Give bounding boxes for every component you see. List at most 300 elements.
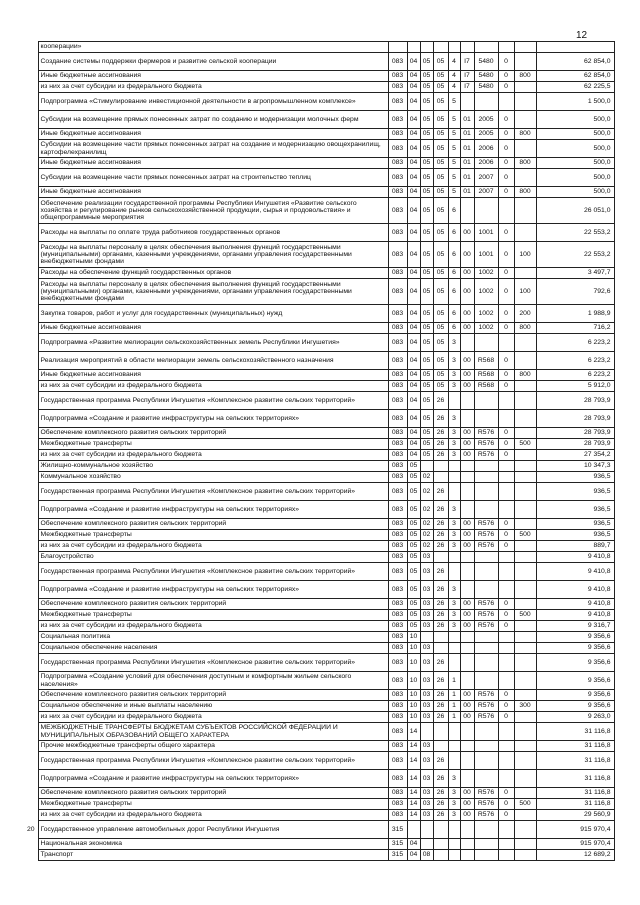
row-sum: 27 354,2 xyxy=(536,450,614,461)
row-sum: 915 970,4 xyxy=(536,821,614,839)
code-cs4: R576 xyxy=(474,439,498,450)
code-cs5: 0 xyxy=(498,450,514,461)
code-vr xyxy=(514,563,536,581)
code-cs5: 0 xyxy=(498,224,514,242)
code-ved: 083 xyxy=(388,799,407,810)
code-cs1: 05 xyxy=(433,305,448,323)
row-number xyxy=(24,541,38,552)
code-pr: 05 xyxy=(420,198,433,224)
code-rz: 04 xyxy=(407,450,420,461)
code-cs4: 1002 xyxy=(474,268,498,279)
table-row xyxy=(24,690,614,701)
code-ved: 083 xyxy=(388,158,407,169)
row-number xyxy=(24,472,38,483)
code-cs3 xyxy=(460,741,474,752)
row-sum: 6 223,2 xyxy=(536,370,614,381)
row-name: Иные бюджетные ассигнования xyxy=(38,323,388,334)
code-cs4 xyxy=(474,770,498,788)
code-rz: 04 xyxy=(407,169,420,187)
row-sum: 500,0 xyxy=(536,140,614,158)
code-cs4 xyxy=(474,42,498,53)
table-row xyxy=(24,483,614,501)
row-name: Реализация мероприятий в области мелиорации земель сельскохозяйственного назначения xyxy=(38,352,388,370)
code-cs3 xyxy=(460,654,474,672)
table-row xyxy=(24,472,614,483)
code-pr: 05 xyxy=(420,352,433,370)
code-cs3: 00 xyxy=(460,519,474,530)
row-number xyxy=(24,450,38,461)
code-cs4: R576 xyxy=(474,799,498,810)
code-vr xyxy=(514,712,536,723)
code-cs3 xyxy=(460,501,474,519)
code-cs3 xyxy=(460,672,474,690)
code-cs2: 3 xyxy=(448,439,460,450)
table-row xyxy=(24,712,614,723)
code-cs2 xyxy=(448,752,460,770)
code-rz: 04 xyxy=(407,439,420,450)
code-cs3: 01 xyxy=(460,169,474,187)
row-sum: 936,5 xyxy=(536,530,614,541)
row-name: Коммунальное хозяйство xyxy=(38,472,388,483)
row-sum: 500,0 xyxy=(536,169,614,187)
code-cs3: 00 xyxy=(460,621,474,632)
row-number xyxy=(24,839,38,850)
code-pr: 03 xyxy=(420,552,433,563)
code-cs2: 3 xyxy=(448,530,460,541)
code-cs1 xyxy=(433,632,448,643)
table-row xyxy=(24,450,614,461)
code-cs1: 26 xyxy=(433,788,448,799)
code-rz: 14 xyxy=(407,810,420,821)
code-pr: 03 xyxy=(420,799,433,810)
code-cs3: I7 xyxy=(460,53,474,71)
code-cs1: 26 xyxy=(433,799,448,810)
budget-table xyxy=(24,41,615,861)
code-cs1: 26 xyxy=(433,501,448,519)
code-cs1 xyxy=(433,723,448,741)
row-sum: 10 347,3 xyxy=(536,461,614,472)
code-cs2: 3 xyxy=(448,799,460,810)
row-number xyxy=(24,392,38,410)
code-cs3: 01 xyxy=(460,187,474,198)
code-cs4: 1002 xyxy=(474,279,498,305)
code-vr xyxy=(514,381,536,392)
row-name: Благоустройство xyxy=(38,552,388,563)
code-cs3: 00 xyxy=(460,224,474,242)
code-vr xyxy=(514,810,536,821)
code-vr xyxy=(514,752,536,770)
code-cs4 xyxy=(474,563,498,581)
row-number xyxy=(24,530,38,541)
row-number xyxy=(24,129,38,140)
code-rz: 05 xyxy=(407,581,420,599)
row-number xyxy=(24,632,38,643)
row-sum: 9 410,8 xyxy=(536,563,614,581)
code-pr: 02 xyxy=(420,530,433,541)
code-ved: 083 xyxy=(388,712,407,723)
code-cs2 xyxy=(448,552,460,563)
row-sum: 28 793,9 xyxy=(536,392,614,410)
code-pr: 03 xyxy=(420,810,433,821)
code-rz: 05 xyxy=(407,530,420,541)
code-cs2 xyxy=(448,741,460,752)
code-cs4 xyxy=(474,752,498,770)
code-cs5 xyxy=(498,410,514,428)
code-ved: 083 xyxy=(388,610,407,621)
code-pr xyxy=(420,42,433,53)
code-vr xyxy=(514,224,536,242)
code-cs4: R576 xyxy=(474,712,498,723)
code-ved: 083 xyxy=(388,519,407,530)
code-cs5 xyxy=(498,654,514,672)
row-sum: 936,5 xyxy=(536,501,614,519)
table-row xyxy=(24,242,614,268)
code-vr xyxy=(514,541,536,552)
code-rz: 10 xyxy=(407,643,420,654)
code-rz: 14 xyxy=(407,741,420,752)
row-sum: 62 225,5 xyxy=(536,82,614,93)
code-cs3 xyxy=(460,723,474,741)
table-row xyxy=(24,810,614,821)
row-number xyxy=(24,461,38,472)
table-row xyxy=(24,654,614,672)
row-sum: 31 116,8 xyxy=(536,741,614,752)
code-ved: 083 xyxy=(388,632,407,643)
code-pr: 05 xyxy=(420,53,433,71)
code-cs2 xyxy=(448,723,460,741)
code-pr: 05 xyxy=(420,169,433,187)
code-cs3 xyxy=(460,821,474,839)
row-number xyxy=(24,169,38,187)
code-pr: 05 xyxy=(420,305,433,323)
row-number xyxy=(24,501,38,519)
code-pr xyxy=(420,839,433,850)
code-vr xyxy=(514,111,536,129)
code-pr xyxy=(420,461,433,472)
code-cs5 xyxy=(498,42,514,53)
code-cs4 xyxy=(474,654,498,672)
code-vr: 200 xyxy=(514,305,536,323)
row-name: Расходы на обеспечение функций государственных органов xyxy=(38,268,388,279)
code-cs5: 0 xyxy=(498,71,514,82)
table-row xyxy=(24,93,614,111)
table-row xyxy=(24,187,614,198)
code-vr xyxy=(514,788,536,799)
row-number xyxy=(24,323,38,334)
code-cs5 xyxy=(498,741,514,752)
code-pr: 03 xyxy=(420,643,433,654)
code-rz: 04 xyxy=(407,71,420,82)
code-ved: 083 xyxy=(388,599,407,610)
row-name: Иные бюджетные ассигнования xyxy=(38,370,388,381)
code-ved: 315 xyxy=(388,850,407,861)
code-cs2 xyxy=(448,821,460,839)
code-rz: 05 xyxy=(407,599,420,610)
code-cs3: 00 xyxy=(460,242,474,268)
code-cs3: 00 xyxy=(460,450,474,461)
code-cs2 xyxy=(448,392,460,410)
code-pr: 03 xyxy=(420,741,433,752)
row-number xyxy=(24,672,38,690)
code-ved: 083 xyxy=(388,723,407,741)
code-cs5: 0 xyxy=(498,530,514,541)
code-cs1: 26 xyxy=(433,483,448,501)
row-name: из них за счет субсидии из федерального бюджета xyxy=(38,450,388,461)
code-vr: 800 xyxy=(514,158,536,169)
code-cs4: R568 xyxy=(474,381,498,392)
table-row xyxy=(24,82,614,93)
code-cs5 xyxy=(498,672,514,690)
code-cs5 xyxy=(498,752,514,770)
row-name: Создание системы поддержки фермеров и развитие сельской кооперации xyxy=(38,53,388,71)
code-cs1: 05 xyxy=(433,129,448,140)
code-cs1: 05 xyxy=(433,158,448,169)
code-rz: 05 xyxy=(407,610,420,621)
code-rz: 04 xyxy=(407,370,420,381)
table-row xyxy=(24,701,614,712)
row-name: из них за счет субсидии из федерального бюджета xyxy=(38,541,388,552)
code-cs2: 3 xyxy=(448,370,460,381)
code-ved: 083 xyxy=(388,552,407,563)
code-cs1: 05 xyxy=(433,82,448,93)
code-vr xyxy=(514,93,536,111)
code-cs4 xyxy=(474,672,498,690)
code-cs4: R576 xyxy=(474,541,498,552)
code-cs4: 2005 xyxy=(474,129,498,140)
code-ved: 083 xyxy=(388,450,407,461)
code-ved: 083 xyxy=(388,770,407,788)
code-rz: 04 xyxy=(407,93,420,111)
code-cs1 xyxy=(433,741,448,752)
row-sum: 889,7 xyxy=(536,541,614,552)
code-vr: 500 xyxy=(514,439,536,450)
code-vr xyxy=(514,472,536,483)
code-vr xyxy=(514,461,536,472)
code-cs1: 05 xyxy=(433,268,448,279)
code-vr xyxy=(514,621,536,632)
code-cs2: 4 xyxy=(448,71,460,82)
row-sum xyxy=(536,42,614,53)
code-ved: 083 xyxy=(388,370,407,381)
code-pr: 03 xyxy=(420,770,433,788)
code-cs2: 1 xyxy=(448,672,460,690)
code-cs5 xyxy=(498,461,514,472)
code-cs4: 2006 xyxy=(474,158,498,169)
code-cs3 xyxy=(460,334,474,352)
code-cs4 xyxy=(474,821,498,839)
row-sum: 9 410,8 xyxy=(536,581,614,599)
row-number xyxy=(24,42,38,53)
row-sum: 29 560,9 xyxy=(536,810,614,821)
code-cs1: 26 xyxy=(433,654,448,672)
code-cs1: 05 xyxy=(433,111,448,129)
code-cs4: 1001 xyxy=(474,242,498,268)
code-cs3 xyxy=(460,752,474,770)
row-number xyxy=(24,581,38,599)
table-row xyxy=(24,552,614,563)
code-cs5: 0 xyxy=(498,519,514,530)
code-cs1 xyxy=(433,42,448,53)
code-pr: 03 xyxy=(420,610,433,621)
code-cs2 xyxy=(448,472,460,483)
code-vr xyxy=(514,410,536,428)
row-number xyxy=(24,268,38,279)
code-cs5 xyxy=(498,723,514,741)
code-ved: 083 xyxy=(388,581,407,599)
code-cs2 xyxy=(448,483,460,501)
row-sum: 22 553,2 xyxy=(536,242,614,268)
code-cs3: 00 xyxy=(460,323,474,334)
code-cs3: I7 xyxy=(460,82,474,93)
code-cs4: R576 xyxy=(474,788,498,799)
code-cs3 xyxy=(460,632,474,643)
row-name: Подпрограмма «Создание и развитие инфраструктуры на сельских территориях» xyxy=(38,581,388,599)
code-cs5: 0 xyxy=(498,690,514,701)
row-name: Межбюджетные трансферты xyxy=(38,439,388,450)
code-cs5 xyxy=(498,483,514,501)
row-sum: 31 116,8 xyxy=(536,770,614,788)
code-cs2: 3 xyxy=(448,599,460,610)
code-cs5: 0 xyxy=(498,169,514,187)
code-rz: 04 xyxy=(407,53,420,71)
code-cs2: 3 xyxy=(448,770,460,788)
table-row xyxy=(24,850,614,861)
code-pr: 05 xyxy=(420,392,433,410)
row-number xyxy=(24,187,38,198)
code-cs2: 5 xyxy=(448,140,460,158)
code-cs5: 0 xyxy=(498,712,514,723)
table-row xyxy=(24,305,614,323)
row-number xyxy=(24,654,38,672)
row-sum: 62 854,0 xyxy=(536,53,614,71)
code-cs2: 3 xyxy=(448,519,460,530)
code-cs1: 05 xyxy=(433,53,448,71)
row-number xyxy=(24,53,38,71)
row-name: Прочие межбюджетные трансферты общего характера xyxy=(38,741,388,752)
code-cs4 xyxy=(474,472,498,483)
code-cs3: 00 xyxy=(460,279,474,305)
row-name: Государственная программа Республики Ингушетия «Комплексное развитие сельских территорий» xyxy=(38,483,388,501)
code-cs1: 05 xyxy=(433,71,448,82)
table-row xyxy=(24,53,614,71)
row-number xyxy=(24,723,38,741)
code-vr xyxy=(514,501,536,519)
code-cs2: 5 xyxy=(448,158,460,169)
row-number xyxy=(24,712,38,723)
code-cs2: 6 xyxy=(448,323,460,334)
code-vr xyxy=(514,519,536,530)
row-sum: 500,0 xyxy=(536,111,614,129)
code-ved: 083 xyxy=(388,71,407,82)
code-pr: 08 xyxy=(420,850,433,861)
code-ved: 083 xyxy=(388,428,407,439)
row-number xyxy=(24,242,38,268)
row-name: Обеспечение комплексного развития сельских территорий xyxy=(38,428,388,439)
row-name: Обеспечение комплексного развития сельских территорий xyxy=(38,788,388,799)
row-name: Подпрограмма «Создание и развитие инфраструктуры на сельских территориях» xyxy=(38,501,388,519)
code-cs3: 00 xyxy=(460,788,474,799)
code-cs4 xyxy=(474,643,498,654)
row-number xyxy=(24,599,38,610)
table-row xyxy=(24,501,614,519)
row-sum: 915 970,4 xyxy=(536,839,614,850)
row-number xyxy=(24,621,38,632)
code-cs3 xyxy=(460,461,474,472)
row-sum: 792,6 xyxy=(536,279,614,305)
code-pr: 03 xyxy=(420,788,433,799)
table-row xyxy=(24,599,614,610)
code-cs5: 0 xyxy=(498,701,514,712)
code-vr xyxy=(514,334,536,352)
code-rz: 04 xyxy=(407,242,420,268)
row-name: из них за счет субсидии из федерального бюджета xyxy=(38,82,388,93)
code-cs1: 05 xyxy=(433,279,448,305)
code-ved: 083 xyxy=(388,483,407,501)
code-cs3: 00 xyxy=(460,610,474,621)
table-row xyxy=(24,610,614,621)
code-ved: 083 xyxy=(388,268,407,279)
table-row xyxy=(24,741,614,752)
code-cs5: 0 xyxy=(498,323,514,334)
code-cs1: 26 xyxy=(433,541,448,552)
code-cs3 xyxy=(460,198,474,224)
table-row xyxy=(24,621,614,632)
code-cs4: 2006 xyxy=(474,140,498,158)
code-pr: 05 xyxy=(420,334,433,352)
row-name: Расходы на выплаты персоналу в целях обеспечения выполнения функций государственными (муниципальными) органами, казенными учреждениями, органами управления государственными внебюджетными фондами xyxy=(38,279,388,305)
code-vr xyxy=(514,352,536,370)
code-cs5: 0 xyxy=(498,242,514,268)
code-ved: 083 xyxy=(388,392,407,410)
code-pr: 05 xyxy=(420,381,433,392)
table-row xyxy=(24,788,614,799)
code-cs4: R576 xyxy=(474,599,498,610)
code-vr: 800 xyxy=(514,323,536,334)
code-vr xyxy=(514,552,536,563)
table-row xyxy=(24,42,614,53)
code-cs5: 0 xyxy=(498,140,514,158)
code-cs4: R568 xyxy=(474,352,498,370)
row-name: кооперации» xyxy=(38,42,388,53)
code-cs2: 3 xyxy=(448,610,460,621)
row-sum: 936,5 xyxy=(536,472,614,483)
row-sum: 9 316,7 xyxy=(536,621,614,632)
code-cs2 xyxy=(448,654,460,672)
code-cs5: 0 xyxy=(498,82,514,93)
row-sum: 936,5 xyxy=(536,483,614,501)
code-cs3: 00 xyxy=(460,268,474,279)
row-number xyxy=(24,158,38,169)
code-cs5 xyxy=(498,198,514,224)
row-number: 20 xyxy=(24,821,38,839)
code-ved: 083 xyxy=(388,82,407,93)
code-cs4 xyxy=(474,334,498,352)
row-number xyxy=(24,334,38,352)
code-cs2: 6 xyxy=(448,305,460,323)
code-cs1: 26 xyxy=(433,581,448,599)
code-cs3 xyxy=(460,850,474,861)
code-pr: 03 xyxy=(420,672,433,690)
code-cs4 xyxy=(474,632,498,643)
code-pr xyxy=(420,632,433,643)
code-cs2: 3 xyxy=(448,352,460,370)
row-name: Подпрограмма «Создание условий для обеспечения доступным и комфортным жильем сельского населения» xyxy=(38,672,388,690)
row-sum: 9 356,6 xyxy=(536,632,614,643)
table-row xyxy=(24,563,614,581)
page-number: 12 xyxy=(576,30,588,41)
code-vr: 800 xyxy=(514,187,536,198)
code-cs2 xyxy=(448,42,460,53)
